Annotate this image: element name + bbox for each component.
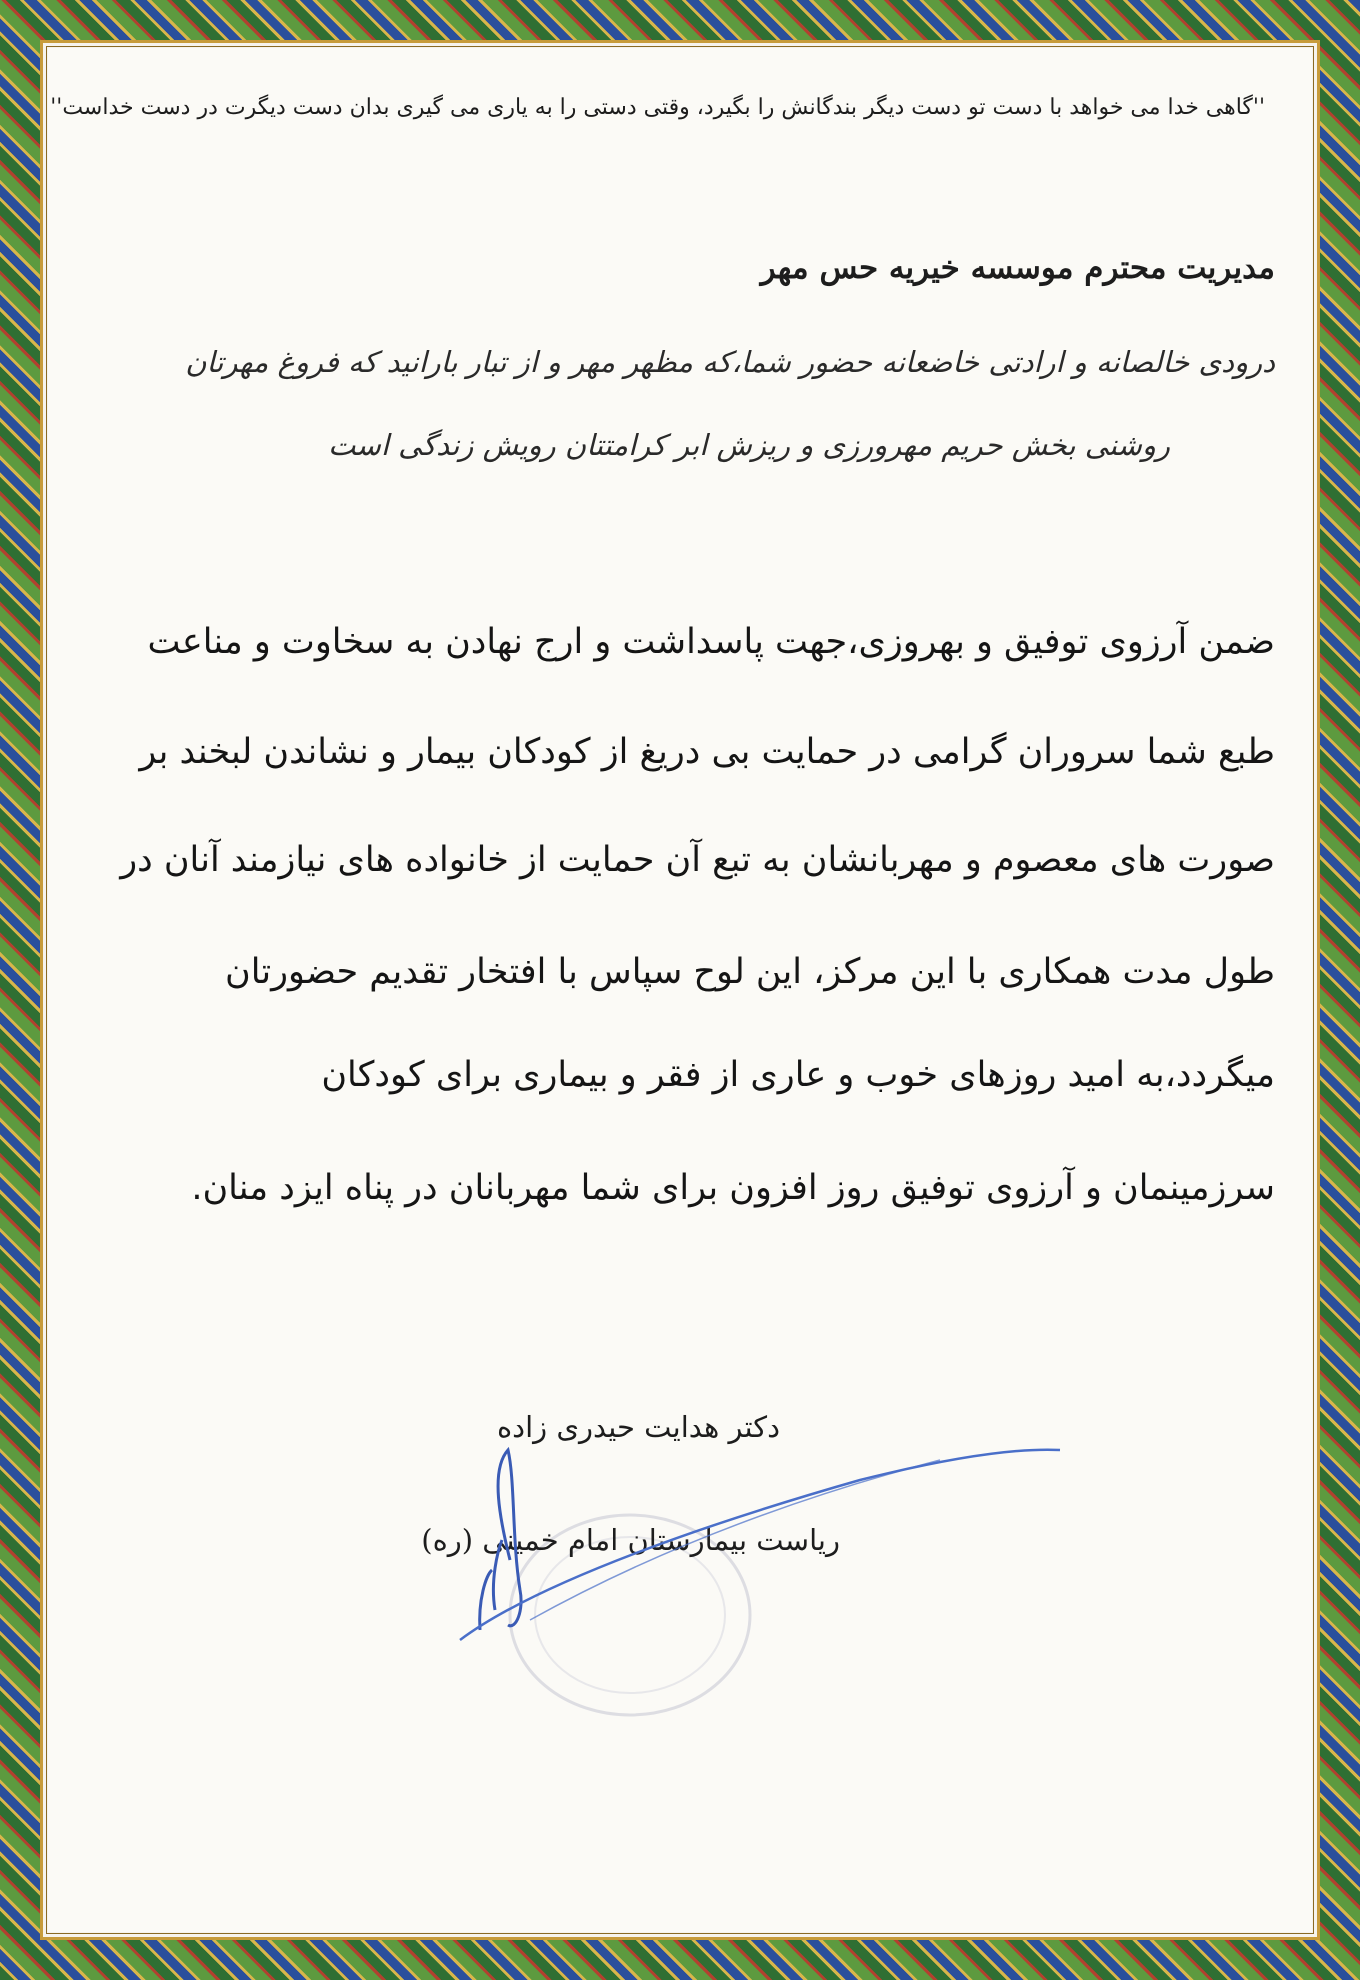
- body-line: طبع شما سروران گرامی در حمایت بی دریغ از کودکان بیمار و نشاندن لبخند بر: [139, 732, 1275, 772]
- header-quote: ''گاهی خدا می خواهد با دست تو دست دیگر بندگانش را بگیرد، وقتی دستی را به یاری می گیری بدان دست دیگرت در دست خداست'': [50, 95, 1265, 120]
- addressee-line: مدیریت محترم موسسه خیریه حس مهر: [760, 250, 1275, 286]
- signatory-title: ریاست بیمارستان امام خمینی (ره): [421, 1523, 840, 1557]
- body-line: صورت های معصوم و مهربانشان به تبع آن حمایت از خانواده های نیازمند آنان در: [120, 840, 1275, 880]
- signatory-name: دکتر هدایت حیدری زاده: [496, 1410, 780, 1444]
- body-line: سرزمینمان و آرزوی توفیق روز افزون برای شما مهربانان در پناه ایزد منان.: [191, 1168, 1275, 1208]
- body-line: طول مدت همکاری با این مرکز، این لوح سپاس با افتخار تقدیم حضورتان: [225, 952, 1275, 992]
- intro-line: درودی خالصانه و ارادتی خاضعانه حضور شما،که مظهر مهر و از تبار بارانید که فروغ مهرتان: [185, 345, 1275, 379]
- intro-line: روشنی بخش حریم مهرورزی و ریزش ابر کرامتتان رویش زندگی است: [328, 428, 1170, 462]
- body-line: ضمن آرزوی توفیق و بهروزی،جهت پاسداشت و ارج نهادن به سخاوت و مناعت: [147, 622, 1275, 662]
- handwritten-signature: [420, 1400, 1080, 1660]
- body-line: میگردد،به امید روزهای خوب و عاری از فقر و بیماری برای کودکان: [321, 1055, 1275, 1095]
